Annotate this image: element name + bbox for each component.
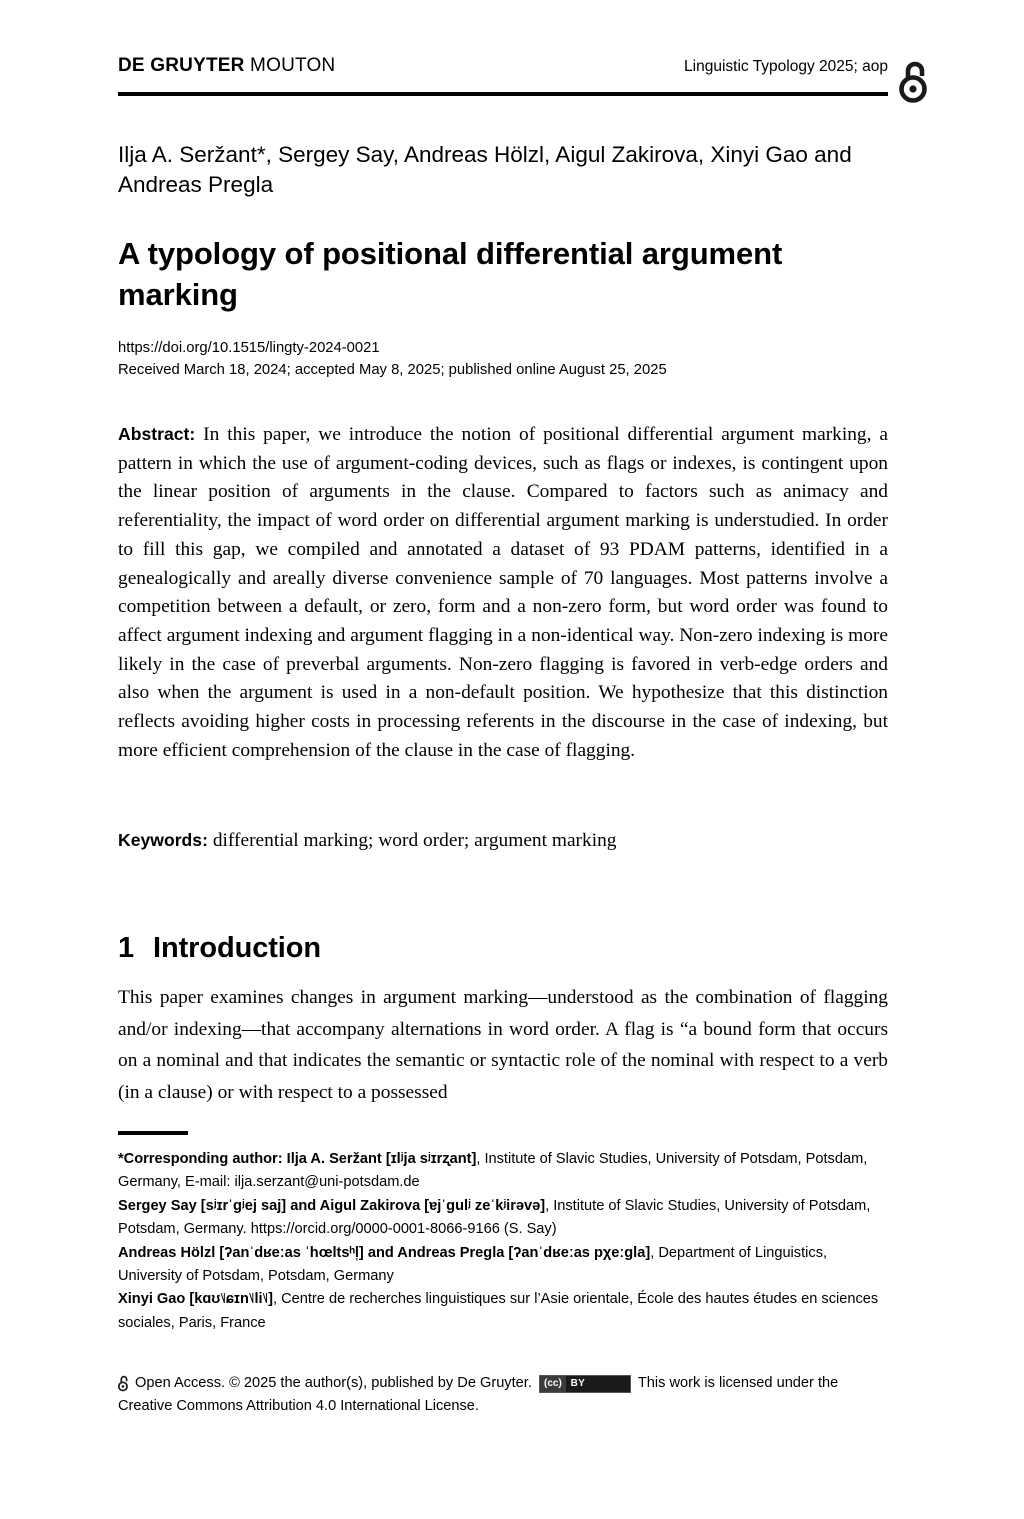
keywords-label: Keywords: bbox=[118, 830, 208, 850]
author-list: Ilja A. Seržant*, Sergey Say, Andreas Hölzl, Aigul Zakirova, Xinyi Gao and Andreas Pregla bbox=[118, 142, 852, 197]
header-divider bbox=[118, 92, 888, 96]
publisher-logo bbox=[118, 55, 335, 77]
license-suffix-text: This work is licensed under the bbox=[637, 1375, 839, 1391]
footnote-author-name: Sergey Say [sʲɪrˈɡʲej saj] and Aigul Zakirova [ɐjˈɡulʲ zeˈkʲirəvə] bbox=[118, 1197, 546, 1214]
footnote-author-name: Andreas Hölzl [ʔanˈdʁeːas ˈhœltsʰl̩] and Andreas Pregla [ʔanˈdʁeːas pχeːgla] bbox=[118, 1244, 651, 1261]
page-title: A typology of positional differential argument marking bbox=[118, 235, 783, 312]
section-number: 1 bbox=[118, 932, 135, 965]
open-access-lock-icon bbox=[118, 1375, 129, 1392]
footnote-author-affiliation: , Department of Linguistics, University of Potsdam, Potsdam, Germany bbox=[118, 1244, 828, 1285]
license-prefix-text: Open Access. © 2025 the author(s), published by De Gruyter. bbox=[135, 1375, 532, 1391]
license-block bbox=[118, 1372, 890, 1419]
abstract-text: In this paper, we introduce the notion of positional differential argument marking, a pattern in which the use of argument-coding devices, such as flags or indexes, is contingent upon the linear position of arguments in the clause. Compared to factors such as animacy and referentiality, the impact of word order on differential argument marking is understudied. In order to fill this gap, we compiled and annotated a dataset of 93 PDAM patterns, identified in a genealogically and areally diverse convenience sample of 70 languages. Most patterns involve a competition between a default, or zero, form and a non-zero form, but word order was found to affect argument indexing and argument flagging in a non-identical way. Non-zero indexing is more likely in the case of preverbal arguments. Non-zero flagging is favored in verb-edge orders and also when the argument is used in a non-default position. We hypothesize that this distinction reflects avoiding higher costs in processing referents in the discourse in the case of indexing, but more efficient comprehension of the clause in the case of flagging. bbox=[118, 424, 888, 761]
abstract-label: Abstract: bbox=[118, 424, 196, 444]
footnote-author-say-zakirova bbox=[118, 1195, 890, 1242]
publisher-name-strong: DE GRUYTER bbox=[118, 55, 245, 76]
publication-dates: Received March 18, 2024; accepted May 8, 2025; published online August 25, 2025 bbox=[118, 362, 667, 378]
cc-badge-filler bbox=[590, 1376, 630, 1392]
page-content bbox=[118, 0, 888, 1519]
footnote-author-holzl-pregla bbox=[118, 1242, 890, 1289]
journal-reference: Linguistic Typology 2025; aop bbox=[684, 58, 888, 75]
running-head bbox=[118, 55, 888, 77]
footnote-divider bbox=[118, 1131, 188, 1135]
publication-info bbox=[118, 337, 888, 381]
footnote-author-gao bbox=[118, 1288, 890, 1335]
footnote-corresponding-author bbox=[118, 1148, 890, 1195]
cc-attribution-icon: BY bbox=[570, 1378, 586, 1389]
publisher-name-light: MOUTON bbox=[244, 55, 336, 76]
footnote-author-affiliation: , Centre de recherches linguistiques sur l’Asie orientale, École des hautes études en sciences sociales, Paris, France bbox=[118, 1291, 879, 1331]
cc-by-badge[interactable] bbox=[539, 1375, 631, 1393]
body-paragraph: This paper examines changes in argument marking—understood as the combination of flagging and/or indexing—that accompany alternations in word order. A flag is “a bound form that occurs on a nominal and that indicates the semantic or syntactic role of the nominal with respect to a verb (in a clause) or with respect to a possessed bbox=[118, 987, 888, 1103]
license-line-two: Creative Commons Attribution 4.0 International License. bbox=[118, 1398, 479, 1415]
license-line-one bbox=[118, 1372, 890, 1395]
keywords-text: differential marking; word order; argument marking bbox=[212, 830, 617, 851]
abstract-block bbox=[118, 420, 888, 765]
footnote-block bbox=[118, 1148, 890, 1335]
footnote-author-name: Xinyi Gao [kɑʊ˥˩ɕɪn˥˩li˥˩] bbox=[118, 1291, 273, 1308]
open-access-lock-icon bbox=[898, 59, 932, 103]
section-heading-introduction bbox=[118, 932, 888, 965]
footnote-author-affiliation: , Institute of Slavic Studies, University of Potsdam, Potsdam, Germany. https://orcid.org/0000-0001-8066-9166 (S. Say) bbox=[118, 1197, 871, 1238]
section-title: Introduction bbox=[153, 932, 321, 965]
footnote-author-affiliation: , Institute of Slavic Studies, University of Potsdam, Potsdam, Germany, E-mail: ilja.serzant@uni-potsdam.de bbox=[118, 1151, 868, 1191]
doi-link[interactable]: https://doi.org/10.1515/lingty-2024-0021 bbox=[118, 340, 380, 356]
keywords-block bbox=[118, 826, 888, 856]
footnote-author-name: *Corresponding author: Ilja A. Seržant [ɪlʲja sʲɪrʐant] bbox=[118, 1151, 477, 1167]
creative-commons-icon: (cc) bbox=[540, 1376, 566, 1392]
